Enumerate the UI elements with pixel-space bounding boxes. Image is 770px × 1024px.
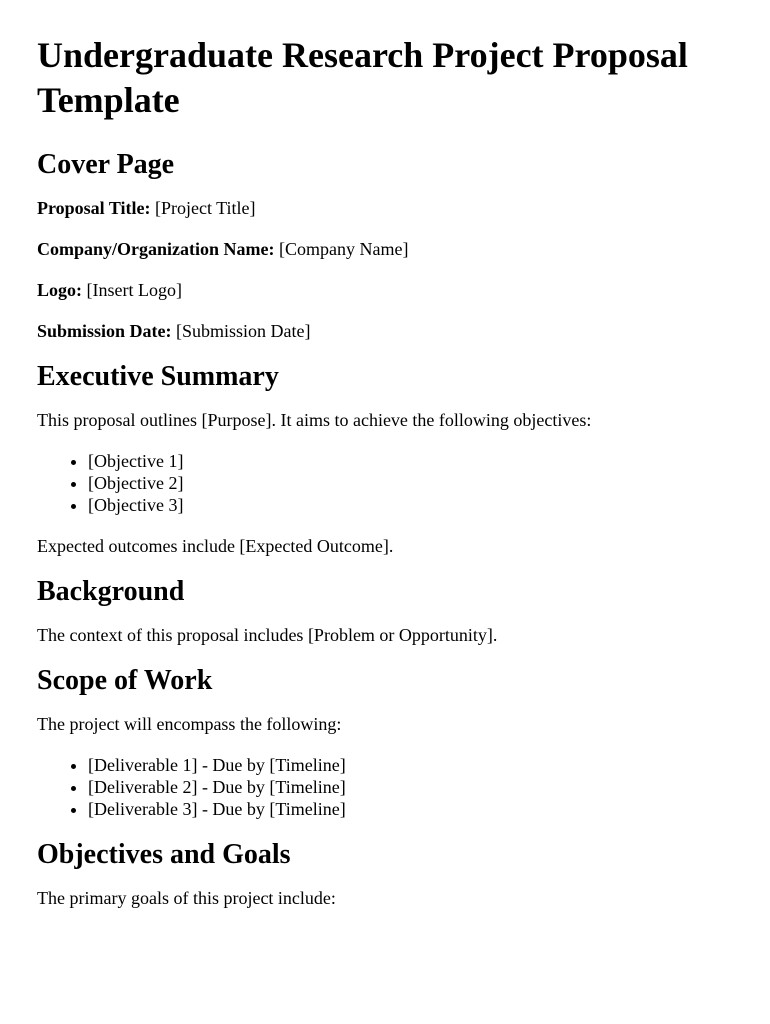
deliverables-list <box>37 754 733 820</box>
list-item: • [Deliverable 3] - Due by [Timeline] <box>88 798 733 820</box>
submission-date-value: [Submission Date] <box>176 321 311 341</box>
submission-date-field <box>37 320 733 342</box>
objectives-goals-section <box>37 839 733 909</box>
logo-value: [Insert Logo] <box>86 280 182 300</box>
list-item: • [Objective 1] <box>88 450 733 472</box>
executive-summary-intro: This proposal outlines [Purpose]. It aims to achieve the following objectives: <box>37 410 592 430</box>
page-title: Undergraduate Research Project Proposal Template <box>37 35 688 120</box>
objectives-goals-heading: Objectives and Goals <box>37 839 291 870</box>
background-heading: Background <box>37 576 185 607</box>
executive-summary-section <box>37 361 733 557</box>
logo-field <box>37 279 733 301</box>
objectives-list <box>37 450 733 516</box>
scope-of-work-heading: Scope of Work <box>37 665 213 696</box>
list-item: • [Deliverable 1] - Due by [Timeline] <box>88 754 733 776</box>
cover-page-heading: Cover Page <box>37 149 175 180</box>
list-item: • [Objective 2] <box>88 472 733 494</box>
proposal-title-label: Proposal Title: <box>37 198 151 218</box>
executive-summary-heading: Executive Summary <box>37 361 279 392</box>
background-section <box>37 576 733 646</box>
proposal-title-field <box>37 197 733 219</box>
list-item: • [Objective 3] <box>88 494 733 516</box>
logo-label: Logo: <box>37 280 82 300</box>
company-name-value: [Company Name] <box>279 239 409 259</box>
scope-of-work-intro: The project will encompass the following: <box>37 714 342 734</box>
company-name-field <box>37 238 733 260</box>
background-text: The context of this proposal includes [Problem or Opportunity]. <box>37 625 498 645</box>
objectives-goals-intro: The primary goals of this project include: <box>37 888 336 908</box>
list-item: • [Deliverable 2] - Due by [Timeline] <box>88 776 733 798</box>
expected-outcome-text: Expected outcomes include [Expected Outcome]. <box>37 536 394 556</box>
scope-of-work-section <box>37 665 733 820</box>
company-name-label: Company/Organization Name: <box>37 239 275 259</box>
cover-page-section <box>37 149 733 342</box>
proposal-title-value: [Project Title] <box>155 198 256 218</box>
submission-date-label: Submission Date: <box>37 321 172 341</box>
